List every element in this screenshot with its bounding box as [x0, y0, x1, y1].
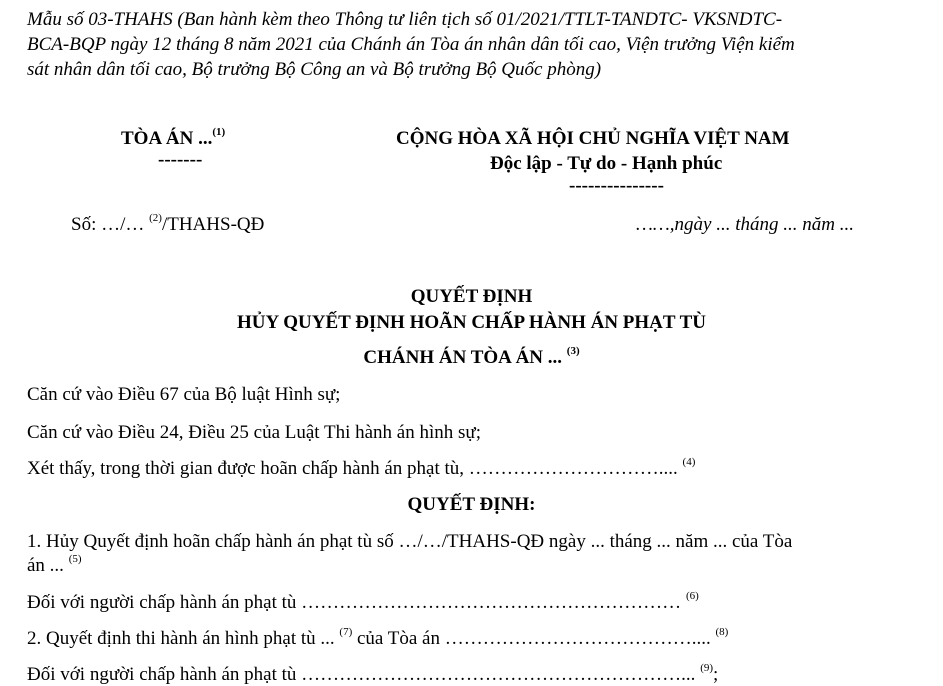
- finding-text: Xét thấy, trong thời gian được hoãn chấp hành án phạt tù, …………………………....: [27, 458, 683, 479]
- item-2-person-text: Đối với người chấp hành án phạt tù ……………………………………………………...: [27, 664, 701, 685]
- decides-heading: QUYẾT ĐỊNH:: [407, 494, 536, 515]
- legal-basis-1: Căn cứ vào Điều 67 của Bộ luật Hình sự;: [27, 384, 341, 405]
- decision-title: QUYẾT ĐỊNH: [410, 286, 533, 307]
- authority-note: (3): [566, 345, 580, 357]
- court-note: (1): [212, 126, 226, 138]
- item-1-person-note: (6): [685, 590, 699, 602]
- item-1-note: (5): [68, 553, 82, 565]
- number-note: (2): [149, 212, 162, 224]
- authority-text: CHÁNH ÁN TÒA ÁN ...: [363, 347, 567, 368]
- decision-subject: HỦY QUYẾT ĐỊNH HOÃN CHẤP HÀNH ÁN PHẠT TÙ: [236, 312, 707, 333]
- court-name-text: TÒA ÁN ...: [121, 128, 213, 149]
- intro-line-2: BCA-BQP ngày 12 tháng 8 năm 2021 của Chánh án Tòa án nhân dân tối cao, Viện trưởng Viện kiểm: [27, 34, 795, 55]
- motto: Độc lập - Tự do - Hạnh phúc: [490, 153, 723, 174]
- motto-rule: ---------------: [569, 175, 664, 196]
- number-prefix: Số: …/…: [71, 214, 150, 235]
- court-rule: -------: [158, 149, 203, 170]
- item-1-line-1: 1. Hủy Quyết định hoãn chấp hành án phạt tù số …/…/THAHS-QĐ ngày ... tháng ... năm ... của Tòa: [27, 531, 793, 552]
- item-2-court-text: của Tòa án …………………………………....: [352, 628, 716, 649]
- decision-authority: [0, 347, 943, 369]
- item-1-person-line: [27, 592, 699, 614]
- item-1-court: án ...: [27, 555, 69, 576]
- intro-line-1: Mẫu số 03-THAHS (Ban hành kèm theo Thông tư liên tịch số 01/2021/TTLT-TANDTC- VKSNDTC-: [27, 9, 783, 30]
- number-suffix: /THAHS-QĐ: [161, 214, 265, 235]
- court-name: [121, 128, 225, 150]
- item-2-note: (7): [339, 626, 353, 638]
- item-1-person-text: Đối với người chấp hành án phạt tù ……………………………………………………: [27, 592, 686, 613]
- item-2-person-end: ;: [713, 664, 719, 685]
- document-number: [71, 214, 264, 236]
- legal-basis-2: Căn cứ vào Điều 24, Điều 25 của Luật Thi hành án hình sự;: [27, 422, 481, 443]
- item-1-line-2: [27, 555, 82, 577]
- place-date: ……,ngày ... tháng ... năm ...: [636, 214, 854, 235]
- form-intro-note: [27, 7, 927, 82]
- finding-note: (4): [682, 456, 696, 468]
- item-2-line: [27, 628, 728, 650]
- item-2-court-note: (8): [715, 626, 729, 638]
- finding-line: [27, 458, 695, 480]
- intro-line-3: sát nhân dân tối cao, Bộ trưởng Bộ Công an và Bộ trưởng Bộ Quốc phòng): [27, 59, 602, 80]
- item-2-person-note: (9): [700, 662, 714, 674]
- item-2-text: 2. Quyết định thi hành án hình phạt tù ...: [27, 628, 340, 649]
- nation-title: CỘNG HÒA XÃ HỘI CHỦ NGHĨA VIỆT NAM: [396, 128, 790, 149]
